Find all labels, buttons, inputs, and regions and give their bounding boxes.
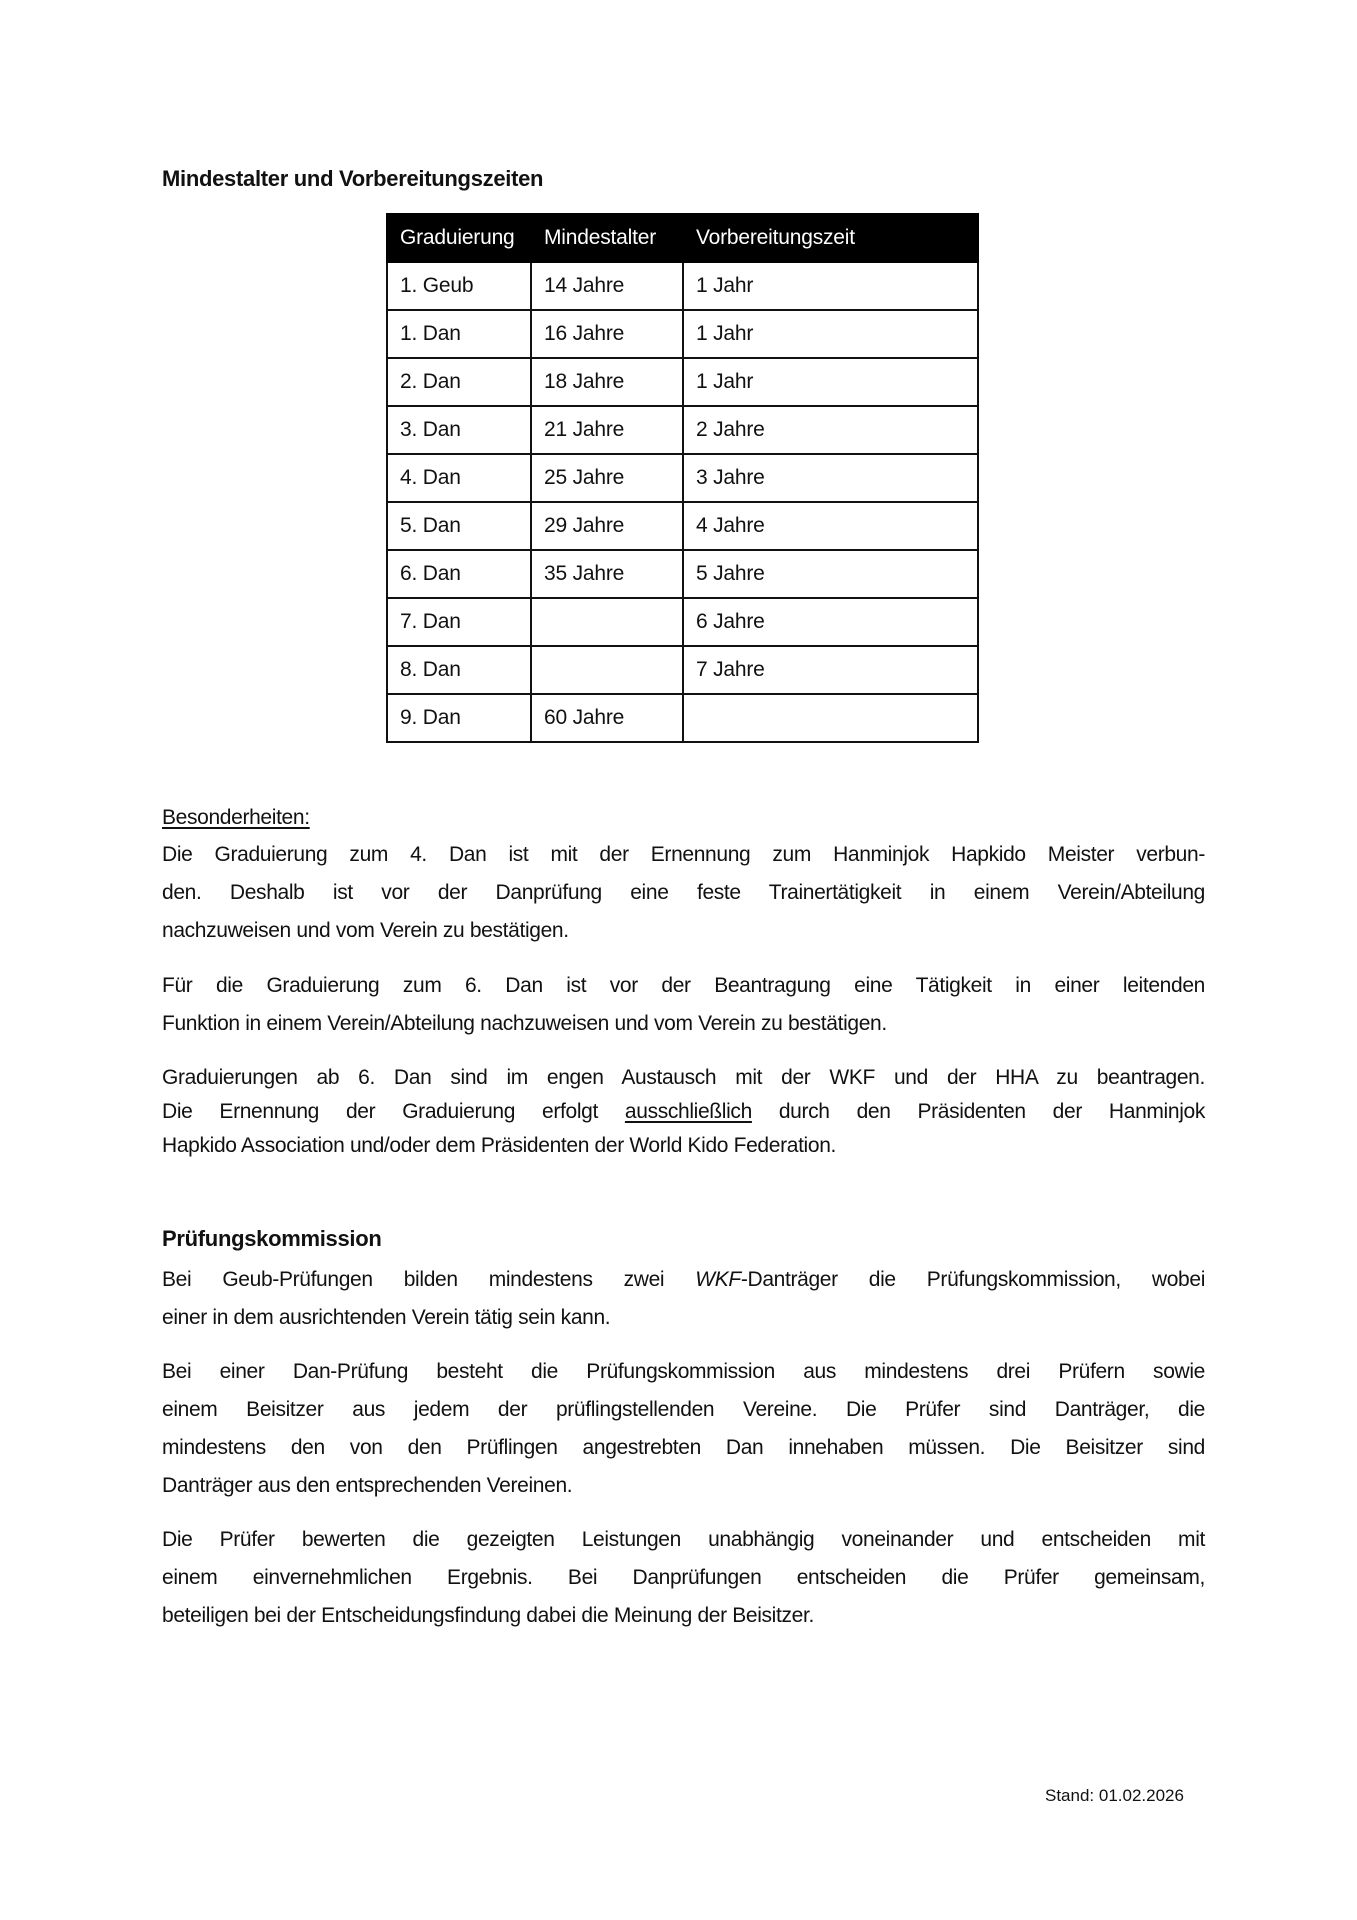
table-row [387, 646, 978, 694]
pruefungskommission-p2-line2: einem Beisitzer aus jedem der prüflingstellenden Vereine. Die Prüfer sind Danträger, die [162, 1398, 1205, 1421]
cell-graduierung: 2. Dan [387, 358, 531, 406]
table-row [387, 310, 978, 358]
cell-vorbereitungszeit: 7 Jahre [683, 646, 978, 694]
table-row [387, 358, 978, 406]
cell-vorbereitungszeit: 1 Jahr [683, 262, 978, 310]
cell-vorbereitungszeit: 1 Jahr [683, 310, 978, 358]
cell-graduierung: 6. Dan [387, 550, 531, 598]
pruefungskommission-p1-line1 [162, 1268, 1205, 1292]
cell-mindestalter: 25 Jahre [531, 454, 683, 502]
cell-vorbereitungszeit: 5 Jahre [683, 550, 978, 598]
besonderheiten-heading: Besonderheiten: [162, 806, 310, 829]
cell-mindestalter: 16 Jahre [531, 310, 683, 358]
besonderheiten-p1-line1: Die Graduierung zum 4. Dan ist mit der Ernennung zum Hanminjok Hapkido Meister verbun- [162, 843, 1205, 866]
pruefungskommission-p1-line2: einer in dem ausrichtenden Verein tätig sein kann. [162, 1306, 611, 1329]
pruefungskommission-p3-line2: einem einvernehmlichen Ergebnis. Bei Danprüfungen entscheiden die Prüfer gemeinsam, [162, 1566, 1205, 1589]
footer-stand-date: Stand: 01.02.2026 [1045, 1786, 1184, 1805]
cell-vorbereitungszeit: 4 Jahre [683, 502, 978, 550]
besonderheiten-p2-line2: Funktion in einem Verein/Abteilung nachzuweisen und vom Verein zu bestätigen. [162, 1012, 887, 1035]
besonderheiten-p3-line2 [162, 1100, 1205, 1124]
pruefungskommission-p2-line1: Bei einer Dan-Prüfung besteht die Prüfungskommission aus mindestens drei Prüfern sowie [162, 1360, 1205, 1383]
pruefungskommission-p2-line3: mindestens den von den Prüflingen angestrebten Dan innehaben müssen. Die Beisitzer sind [162, 1436, 1205, 1459]
cell-mindestalter: 29 Jahre [531, 502, 683, 550]
text-span: durch den Präsidenten der Hanminjok [751, 1100, 1205, 1123]
table-row [387, 502, 978, 550]
cell-mindestalter: 60 Jahre [531, 694, 683, 742]
cell-graduierung: 1. Geub [387, 262, 531, 310]
besonderheiten-p1-line2: den. Deshalb ist vor der Danprüfung eine feste Trainertätigkeit in einem Verein/Abteilung [162, 881, 1205, 904]
cell-mindestalter [531, 598, 683, 646]
besonderheiten-p3-line3: Hapkido Association und/oder dem Präsidenten der World Kido Federation. [162, 1134, 837, 1157]
cell-graduierung: 7. Dan [387, 598, 531, 646]
cell-mindestalter: 21 Jahre [531, 406, 683, 454]
cell-vorbereitungszeit: 2 Jahre [683, 406, 978, 454]
cell-vorbereitungszeit: 6 Jahre [683, 598, 978, 646]
emphasis-ausschliesslich: ausschließlich [624, 1100, 752, 1123]
table-row [387, 550, 978, 598]
cell-graduierung: 8. Dan [387, 646, 531, 694]
table-row [387, 694, 978, 742]
section-title-mindestalter: Mindestalter und Vorbereitungszeiten [162, 166, 544, 191]
column-header-graduierung: Graduierung [387, 214, 531, 262]
table-row [387, 454, 978, 502]
cell-graduierung: 3. Dan [387, 406, 531, 454]
section-title-pruefungskommission: Prüfungskommission [162, 1226, 382, 1251]
besonderheiten-p1-line3: nachzuweisen und vom Verein zu bestätigen. [162, 919, 569, 942]
pruefungskommission-p3-line3: beteiligen bei der Entscheidungsfindung dabei die Meinung der Beisitzer. [162, 1604, 814, 1627]
cell-mindestalter: 14 Jahre [531, 262, 683, 310]
cell-graduierung: 1. Dan [387, 310, 531, 358]
table-header-row [387, 214, 978, 262]
column-header-mindestalter: Mindestalter [531, 214, 683, 262]
text-span: Die Ernennung der Graduierung erfolgt [162, 1100, 625, 1123]
besonderheiten-p2-line1: Für die Graduierung zum 6. Dan ist vor der Beantragung eine Tätigkeit in einer leitenden [162, 974, 1205, 997]
pruefungskommission-p2-line4: Danträger aus den entsprechenden Vereinen. [162, 1474, 573, 1497]
cell-vorbereitungszeit: 1 Jahr [683, 358, 978, 406]
column-header-vorbereitungszeit: Vorbereitungszeit [683, 214, 978, 262]
cell-vorbereitungszeit: 3 Jahre [683, 454, 978, 502]
cell-vorbereitungszeit [683, 694, 978, 742]
text-span: Bei Geub-Prüfungen bilden mindestens zwei [162, 1268, 696, 1291]
text-span: -Danträger die Prüfungskommission, wobei [740, 1268, 1206, 1291]
cell-graduierung: 9. Dan [387, 694, 531, 742]
cell-mindestalter [531, 646, 683, 694]
cell-graduierung: 5. Dan [387, 502, 531, 550]
besonderheiten-p3-line1: Graduierungen ab 6. Dan sind im engen Austausch mit der WKF und der HHA zu beantragen. [162, 1066, 1205, 1089]
table-row [387, 598, 978, 646]
cell-mindestalter: 35 Jahre [531, 550, 683, 598]
table-row [387, 406, 978, 454]
cell-mindestalter: 18 Jahre [531, 358, 683, 406]
emphasis-wkf: WKF [695, 1268, 741, 1291]
pruefungskommission-p3-line1: Die Prüfer bewerten die gezeigten Leistungen unabhängig voneinander und entscheiden mit [162, 1528, 1205, 1551]
graduation-table [386, 213, 979, 743]
cell-graduierung: 4. Dan [387, 454, 531, 502]
table-row [387, 262, 978, 310]
